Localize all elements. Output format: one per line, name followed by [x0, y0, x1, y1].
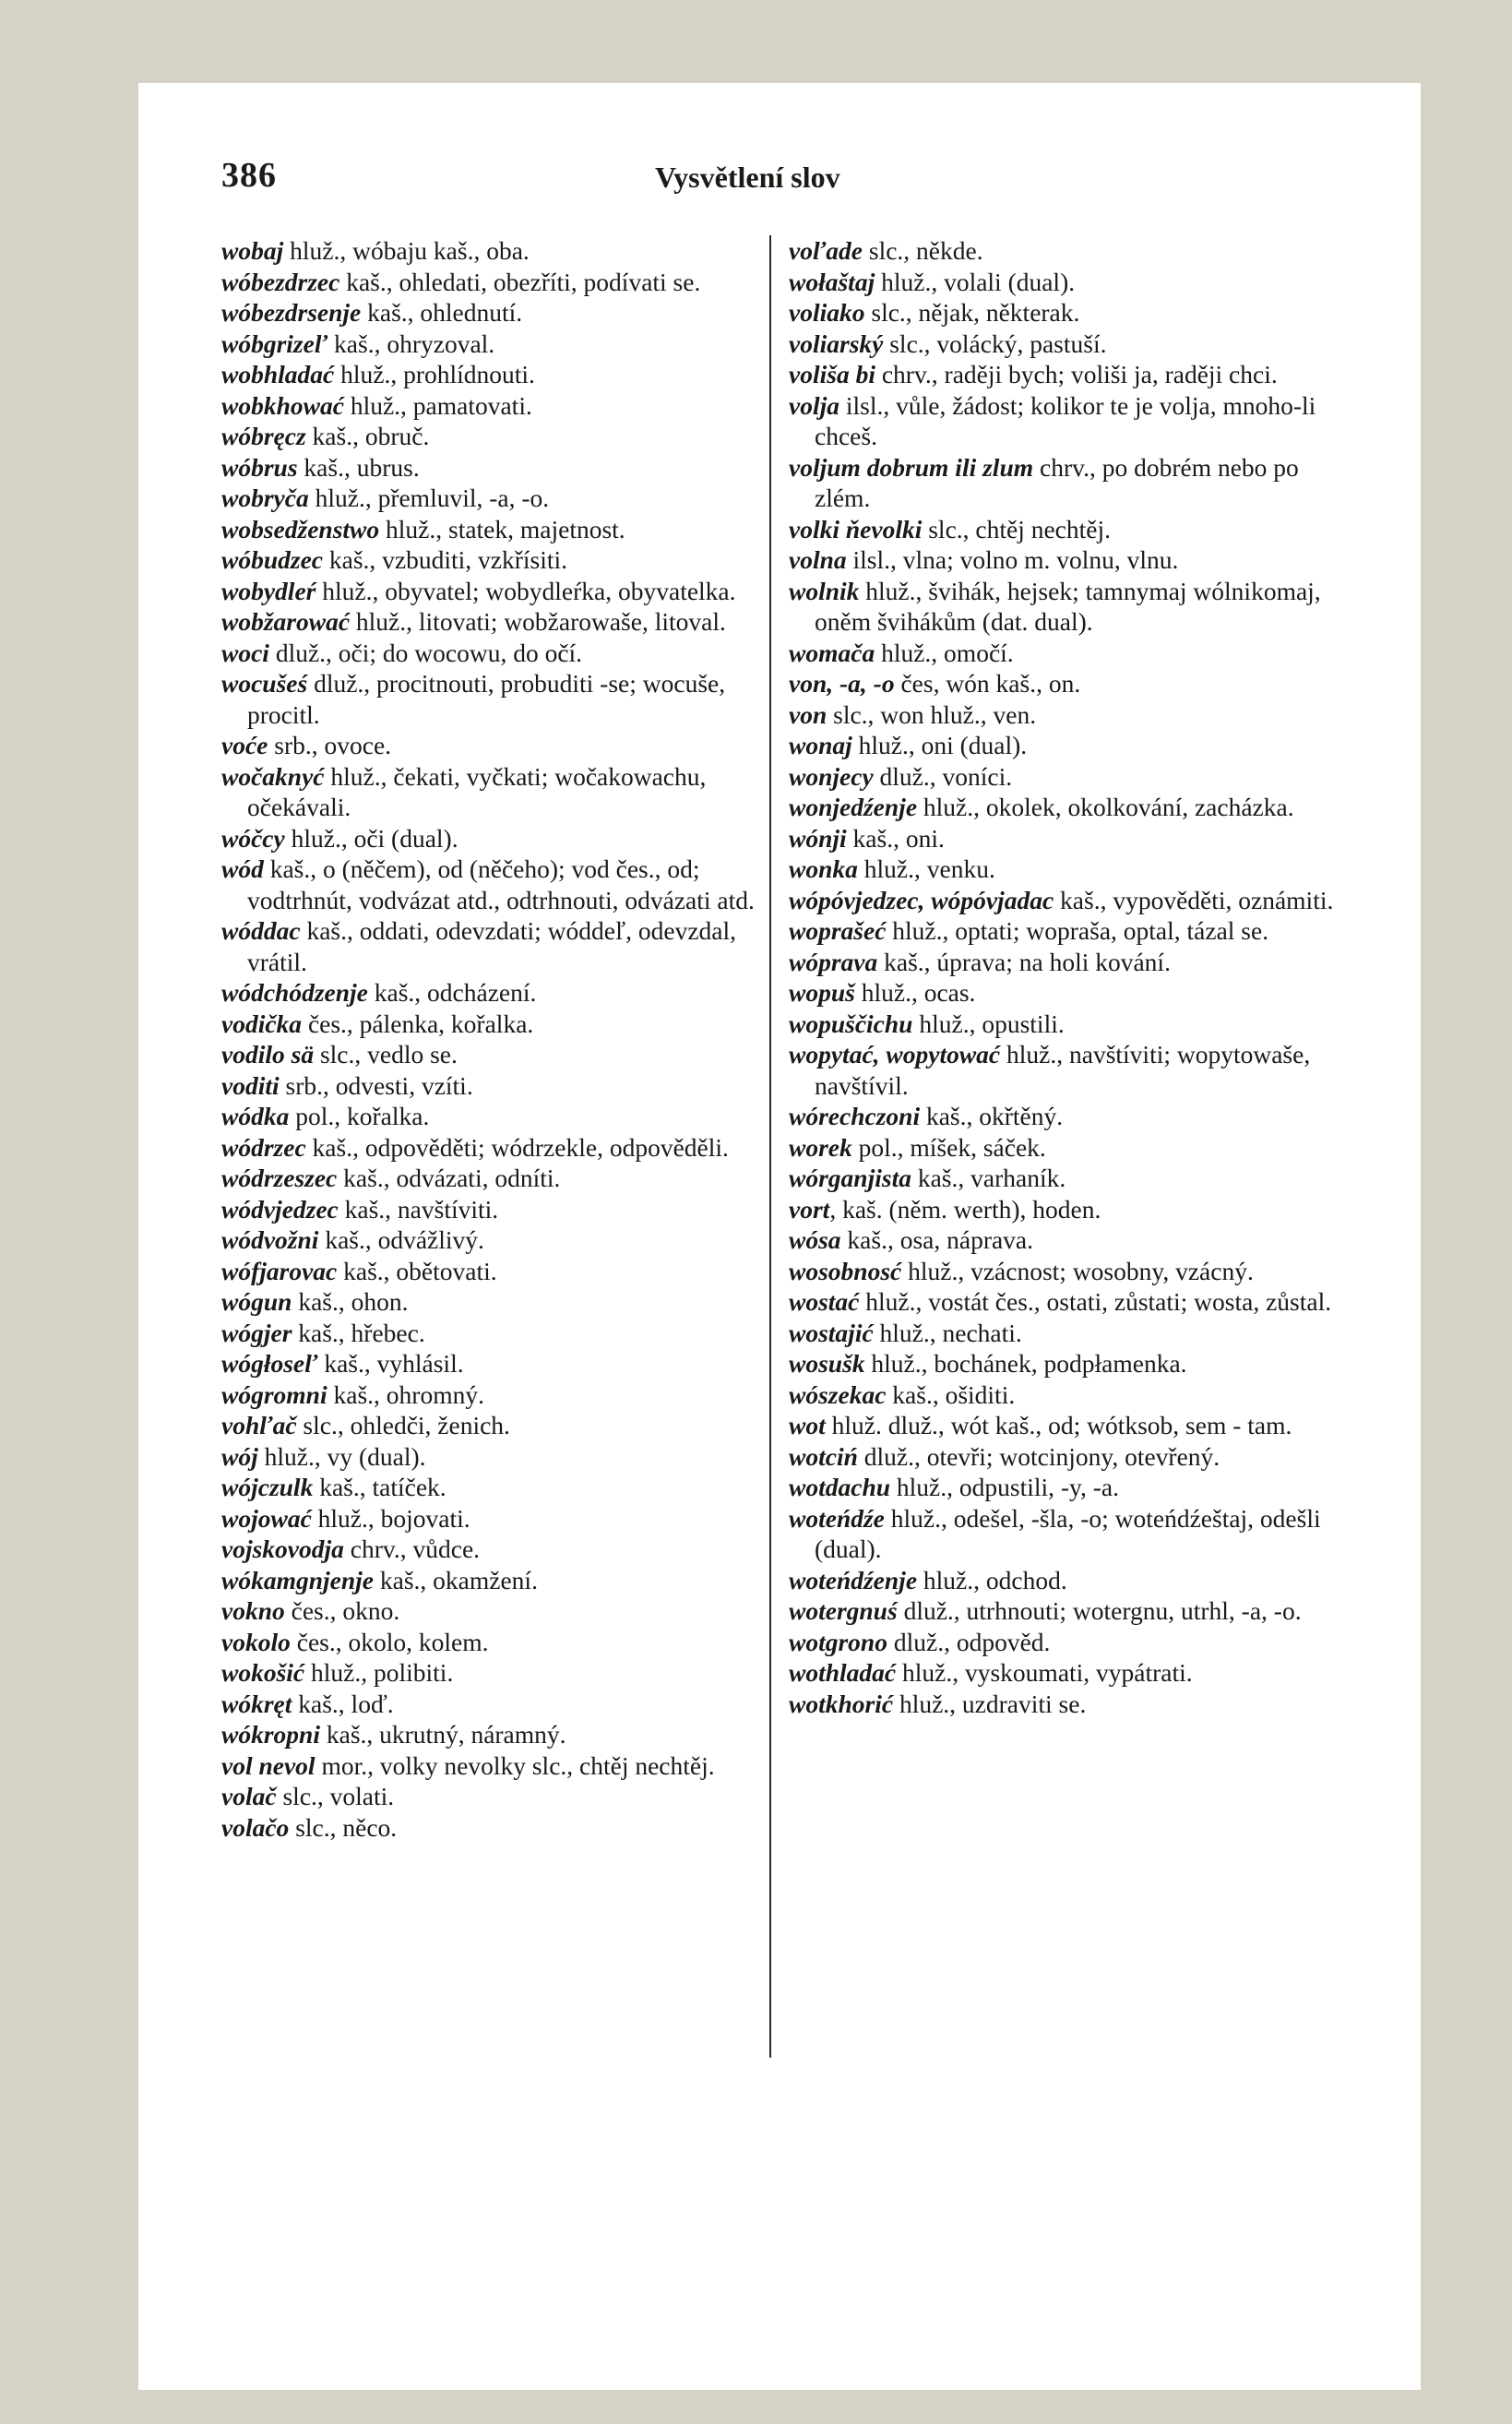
entry-headword: wobsedženstwo [221, 514, 380, 543]
glossary-entry [789, 699, 1347, 731]
glossary-entry [789, 977, 1347, 1009]
entry-definition: kaš., ošiditi. [886, 1379, 1016, 1409]
entry-headword: wostać [789, 1287, 860, 1316]
entry-headword: worek [789, 1132, 852, 1162]
glossary-entry [221, 1163, 780, 1194]
entry-definition: dluž., utrhnouti; wotergnu, utrhl, -a, -o. [897, 1596, 1302, 1625]
glossary-entry [221, 1503, 780, 1534]
glossary-entry [789, 885, 1347, 916]
entry-headword: volna [789, 545, 847, 574]
entry-headword: wókamgnjenje [221, 1565, 375, 1594]
entry-definition: kaš., odvázati, odníti. [337, 1164, 561, 1192]
entry-definition: ilsl., vlna; volno m. volnu, vlnu. [846, 545, 1179, 574]
running-title: Vysvětlení slov [655, 161, 840, 194]
entry-definition: , kaš. (něm. werth), hoden. [829, 1194, 1101, 1224]
glossary-entry [789, 947, 1347, 978]
entry-definition: ilsl., vůle, žádost; kolikor te je volja, mnoho-li chceš. [815, 390, 1316, 450]
entry-headword: voliarský [789, 328, 884, 358]
glossary-entry [789, 297, 1347, 328]
entry-definition: kaš., varhaník. [911, 1164, 1066, 1192]
glossary-entry [221, 297, 780, 328]
entry-headword: von [789, 699, 827, 729]
entry-headword: vojskovodja [221, 1534, 344, 1563]
glossary-entry [789, 1009, 1347, 1040]
entry-headword: wokošić [221, 1658, 305, 1687]
glossary-entry [789, 1194, 1347, 1225]
entry-headword: wóddac [221, 916, 301, 945]
glossary-entry [221, 328, 780, 360]
entry-headword: wotgrono [789, 1627, 887, 1656]
entry-definition: slc., chtěj nechtěj. [922, 514, 1111, 543]
entry-definition: kaš., odvážlivý. [318, 1225, 484, 1254]
glossary-entry [221, 1286, 780, 1318]
glossary-entry [221, 1194, 780, 1225]
glossary-entry [221, 1472, 780, 1503]
entry-headword: wójczulk [221, 1473, 314, 1501]
entry-definition: hluž., vostát čes., ostati, zůstati; wosta, zůstal. [859, 1287, 1332, 1316]
entry-definition: kaš., ukrutný, náramný. [319, 1720, 566, 1749]
glossary-entry [221, 1750, 780, 1782]
entry-definition: kaš., ohryzoval. [327, 328, 495, 358]
entry-headword: wókropni [221, 1720, 320, 1749]
entry-headword: wołaštaj [789, 267, 875, 296]
glossary-entry [789, 638, 1347, 669]
entry-definition: hluž., uzdraviti se. [893, 1689, 1087, 1718]
entry-definition: hluž., prohlídnouti. [334, 360, 535, 388]
glossary-entry [221, 1318, 780, 1349]
glossary-entry [789, 761, 1347, 793]
glossary-entry [221, 421, 780, 452]
entry-definition: hluž., wóbaju kaš., oba. [283, 236, 530, 265]
entry-definition: slc., volati. [276, 1782, 395, 1810]
entry-headword: voće [221, 731, 268, 759]
glossary-entry [221, 1781, 780, 1812]
glossary-entry [221, 854, 780, 915]
entry-headword: wonjecy [789, 761, 874, 791]
entry-definition: hluž., volali (dual). [875, 267, 1076, 296]
entry-headword: wot [789, 1411, 826, 1439]
glossary-entry [789, 854, 1347, 885]
column-divider [769, 235, 771, 2058]
entry-headword: wódvožni [221, 1225, 319, 1254]
entry-headword: woteńdźenje [789, 1565, 918, 1594]
entry-headword: wosobnosć [789, 1256, 902, 1285]
glossary-entry [221, 576, 780, 607]
glossary-entry [789, 452, 1347, 514]
entry-headword: wópóvjedzec, wópóvjadac [789, 885, 1054, 914]
entry-definition: hluž., pamatovati. [343, 390, 532, 420]
entry-headword: vol nevol [221, 1750, 315, 1780]
entry-definition: hluž., venku. [857, 854, 995, 883]
glossary-entry [789, 1657, 1347, 1689]
entry-headword: wóbrus [221, 452, 298, 482]
entry-headword: wocušeś [221, 669, 308, 698]
entry-headword: wothladać [789, 1658, 897, 1687]
entry-headword: volačo [221, 1812, 290, 1842]
glossary-entry [789, 1379, 1347, 1411]
glossary-entry [789, 1410, 1347, 1441]
glossary-entry [789, 668, 1347, 699]
entry-definition: slc., nějak, některak. [864, 298, 1080, 327]
glossary-entry [789, 1286, 1347, 1318]
entry-definition: kaš., vypověděti, oznámiti. [1054, 885, 1334, 914]
right-glossary-column [789, 235, 1347, 1719]
entry-headword: wojować [221, 1503, 312, 1533]
glossary-entry [789, 267, 1347, 298]
entry-definition: kaš., vyhlásil. [317, 1349, 464, 1378]
entry-definition: srb., ovoce. [268, 731, 392, 759]
entry-headword: voľade [789, 236, 863, 265]
entry-definition: slc., won hluž., ven. [827, 699, 1037, 729]
entry-definition: kaš., vzbuditi, vzkřísiti. [323, 545, 568, 574]
entry-headword: wógjer [221, 1318, 292, 1347]
glossary-entry [221, 823, 780, 854]
glossary-entry [221, 1812, 780, 1844]
entry-headword: wódka [221, 1102, 290, 1130]
glossary-entry [221, 544, 780, 576]
entry-headword: wostajić [789, 1318, 874, 1347]
entry-headword: woprašeć [789, 916, 887, 945]
entry-definition: pol., míšek, sáček. [851, 1132, 1046, 1162]
entry-definition: kaš., navštíviti. [338, 1194, 499, 1224]
entry-headword: wobhladać [221, 360, 335, 388]
entry-headword: wógun [221, 1287, 292, 1316]
entry-definition: hluž., optati; wopraša, optal, tázal se. [886, 916, 1269, 945]
entry-headword: wočaknyć [221, 761, 325, 791]
entry-definition: slc., někde. [863, 236, 983, 265]
entry-headword: voliša bi [789, 360, 875, 388]
glossary-entry [221, 1534, 780, 1565]
glossary-entry [789, 730, 1347, 761]
entry-definition: hluž., opustili. [912, 1009, 1065, 1038]
entry-headword: wobaj [221, 236, 284, 265]
entry-headword: wotciń [789, 1441, 858, 1471]
entry-definition: pol., kořalka. [289, 1102, 430, 1130]
entry-headword: wónji [789, 823, 847, 853]
entry-headword: wotergnuś [789, 1596, 898, 1625]
entry-definition: kaš., hřebec. [292, 1318, 425, 1347]
entry-headword: wórganjista [789, 1164, 911, 1192]
entry-definition: kaš., oni. [846, 823, 945, 853]
entry-definition: kaš., okřtěný. [920, 1102, 1064, 1130]
glossary-entry [789, 390, 1347, 452]
entry-definition: slc., vedlo se. [314, 1040, 458, 1069]
entry-headword: wógłoseľ [221, 1349, 318, 1378]
glossary-entry [221, 483, 780, 514]
entry-headword: wógromni [221, 1379, 327, 1409]
glossary-entry [789, 1348, 1347, 1379]
glossary-entry [789, 1101, 1347, 1132]
entry-definition: čes., okno. [284, 1596, 400, 1625]
entry-definition: hluž., vyskoumati, vypátrati. [896, 1658, 1193, 1687]
glossary-entry [221, 1101, 780, 1132]
entry-headword: wotdachu [789, 1473, 891, 1501]
entry-headword: von, -a, -o [789, 669, 895, 698]
glossary-entry [789, 1565, 1347, 1596]
entry-definition: chrv., raději bych; voliši ja, raději chci. [875, 360, 1278, 388]
entry-definition: hluž., přemluvil, -a, -o. [308, 484, 550, 512]
entry-definition: kaš., okamžení. [374, 1565, 538, 1594]
entry-headword: volki ňevolki [789, 514, 923, 543]
entry-definition: dluž., voníci. [873, 761, 1013, 791]
entry-definition: kaš., odcházení. [367, 978, 537, 1007]
entry-definition: dluž., procitnouti, probuditi -se; wocuše, procitl. [247, 669, 726, 729]
entry-definition: hluž., odchod. [917, 1565, 1067, 1594]
glossary-entry [789, 1503, 1347, 1565]
left-glossary-column [221, 235, 780, 1843]
glossary-entry [221, 1070, 780, 1102]
glossary-entry [221, 1595, 780, 1627]
entry-definition: kaš., loď. [292, 1689, 394, 1718]
glossary-entry [221, 730, 780, 761]
glossary-entry [789, 1472, 1347, 1503]
entry-definition: mor., volky nevolky slc., chtěj nechtěj. [315, 1750, 715, 1780]
entry-headword: vort [789, 1194, 830, 1224]
entry-headword: wórechczoni [789, 1102, 921, 1130]
entry-headword: wóbezdrsenje [221, 298, 362, 327]
entry-definition: kaš., úprava; na holi kování. [877, 947, 1171, 976]
entry-headword: wókręt [221, 1689, 292, 1718]
entry-headword: wosušk [789, 1349, 865, 1378]
glossary-entry [221, 390, 780, 422]
entry-definition: kaš., odpověděti; wódrzekle, odpověděli. [305, 1132, 729, 1162]
glossary-entry [221, 761, 780, 823]
glossary-entry [789, 1039, 1347, 1101]
entry-definition: hluž., bojovati. [311, 1503, 470, 1533]
glossary-entry [789, 1224, 1347, 1256]
glossary-entry [789, 328, 1347, 360]
glossary-entry [789, 1595, 1347, 1627]
glossary-entry [221, 1379, 780, 1411]
entry-headword: wóbgrizeľ [221, 328, 328, 358]
entry-definition: hluž., okolek, okolkování, zacházka. [917, 793, 1294, 821]
entry-definition: hluž., švihák, hejsek; tamnymaj wólnikomaj, oněm švihákům (dat. dual). [815, 576, 1321, 636]
entry-definition: slc., něco. [289, 1812, 398, 1842]
entry-headword: vodilo sä [221, 1040, 315, 1069]
glossary-entry [221, 267, 780, 298]
entry-definition: hluž. dluž., wót kaš., od; wótksob, sem - tam. [825, 1411, 1292, 1439]
entry-definition: kaš., o (něčem), od (něčeho); vod čes., od; vodtrhnút, vodvázat atd., odtrhnouti, odvázati atd. [247, 854, 755, 914]
entry-headword: woci [221, 638, 269, 667]
glossary-entry [789, 823, 1347, 854]
glossary-entry [221, 1657, 780, 1689]
entry-headword: wóčcy [221, 823, 285, 853]
entry-headword: vodička [221, 1009, 303, 1038]
entry-headword: wófjarovac [221, 1256, 338, 1285]
glossary-entry [789, 544, 1347, 576]
entry-headword: voliako [789, 298, 865, 327]
entry-headword: voditi [221, 1070, 280, 1100]
glossary-entry [789, 792, 1347, 823]
glossary-entry [789, 514, 1347, 545]
entry-definition: kaš., tatíček. [313, 1473, 446, 1501]
entry-headword: wód [221, 854, 264, 883]
entry-headword: wobžarować [221, 607, 351, 636]
glossary-entry [221, 1410, 780, 1441]
entry-headword: wobryča [221, 484, 309, 512]
entry-headword: wobydleŕ [221, 576, 316, 605]
entry-headword: vohľač [221, 1411, 297, 1439]
entry-headword: wódrzeszec [221, 1164, 338, 1192]
entry-definition: hluž., omočí. [875, 638, 1014, 667]
glossary-entry [221, 915, 780, 977]
glossary-entry [221, 1039, 780, 1070]
entry-definition: kaš., obruč. [305, 422, 430, 450]
entry-headword: wój [221, 1441, 258, 1471]
glossary-entry [789, 915, 1347, 947]
entry-headword: wopytać, wopytować [789, 1040, 1001, 1069]
entry-definition: čes., pálenka, kořalka. [302, 1009, 534, 1038]
entry-headword: wonjedźenje [789, 793, 918, 821]
entry-definition: kaš., ohledati, obezříti, podívati se. [339, 267, 701, 296]
entry-headword: volač [221, 1782, 277, 1810]
glossary-entry [221, 1441, 780, 1473]
glossary-entry [221, 1689, 780, 1720]
entry-definition: kaš., ohromný. [327, 1379, 484, 1409]
entry-headword: wopuščichu [789, 1009, 913, 1038]
glossary-entry [789, 1163, 1347, 1194]
page-number: 386 [221, 156, 277, 195]
glossary-entry [221, 1256, 780, 1287]
entry-definition: hluž., oči (dual). [284, 823, 458, 853]
entry-definition: dluž., odpověd. [887, 1627, 1051, 1656]
entry-definition: čes, wón kaš., on. [894, 669, 1081, 698]
entry-definition: kaš., ohon. [292, 1287, 409, 1316]
entry-headword: vokolo [221, 1627, 291, 1656]
glossary-entry [221, 606, 780, 638]
entry-headword: wobkhować [221, 390, 344, 420]
glossary-entry [789, 359, 1347, 390]
glossary-entry [789, 1132, 1347, 1164]
entry-definition: dluž., oči; do wocowu, do očí. [268, 638, 583, 667]
glossary-entry [221, 1348, 780, 1379]
entry-headword: wóprava [789, 947, 878, 976]
entry-definition: chrv., vůdce. [343, 1534, 481, 1563]
glossary-entry [789, 235, 1347, 267]
glossary-entry [221, 1224, 780, 1256]
entry-headword: voljum dobrum ili zlum [789, 452, 1034, 482]
entry-definition: kaš., oddati, odevzdati; wóddeľ, odevzdal, vrátil. [247, 916, 736, 976]
entry-headword: wóbręcz [221, 422, 306, 450]
glossary-entry [789, 576, 1347, 638]
entry-definition: slc., volácký, pastuší. [883, 328, 1107, 358]
entry-definition: čes., okolo, kolem. [290, 1627, 489, 1656]
glossary-entry [221, 1627, 780, 1658]
glossary-entry [221, 1719, 780, 1750]
entry-headword: wolnik [789, 576, 860, 605]
entry-headword: wopuš [789, 978, 855, 1007]
entry-definition: kaš., ohlednutí. [361, 298, 523, 327]
entry-definition: hluž., litovati; wobžarowaše, litoval. [350, 607, 726, 636]
entry-definition: dluž., otevři; wotcinjony, otevřený. [857, 1441, 1220, 1471]
entry-headword: wószekac [789, 1379, 887, 1409]
glossary-entry [221, 1132, 780, 1164]
entry-headword: volja [789, 390, 839, 420]
entry-definition: chrv., po dobrém nebo po zlém. [815, 452, 1299, 512]
entry-headword: wotkhorić [789, 1689, 894, 1718]
glossary-entry [789, 1256, 1347, 1287]
entry-definition: hluž., vzácnost; wosobny, vzácný. [901, 1256, 1254, 1285]
glossary-entry [221, 638, 780, 669]
entry-definition: hluž., nechati. [873, 1318, 1022, 1347]
glossary-entry [789, 1441, 1347, 1473]
entry-definition: hluž., statek, majetnost. [379, 514, 625, 543]
entry-definition: kaš., obětovati. [337, 1256, 497, 1285]
entry-headword: wóbezdrzec [221, 267, 340, 296]
glossary-entry [221, 977, 780, 1009]
entry-definition: hluž., odpustili, -y, -a. [890, 1473, 1120, 1501]
glossary-entry [221, 452, 780, 484]
glossary-entry [789, 1318, 1347, 1349]
glossary-entry [789, 1627, 1347, 1658]
glossary-entry [221, 514, 780, 545]
entry-headword: woteńdźe [789, 1503, 885, 1533]
glossary-entry [221, 359, 780, 390]
entry-definition: hluž., ocas. [854, 978, 976, 1007]
glossary-entry [221, 1009, 780, 1040]
entry-headword: wódvjedzec [221, 1194, 339, 1224]
entry-definition: hluž., čekati, vyčkati; wočakowachu, očekávali. [247, 761, 707, 821]
entry-definition: hluž., oni (dual). [851, 731, 1028, 759]
glossary-entry [789, 1689, 1347, 1720]
entry-definition: kaš., osa, náprava. [840, 1225, 1034, 1254]
entry-headword: wódchódzenje [221, 978, 368, 1007]
entry-definition: hluž., obyvatel; wobydleŕka, obyvatelka. [315, 576, 736, 605]
glossary-entry [221, 668, 780, 730]
entry-definition: hluž., vy (dual). [257, 1441, 426, 1471]
entry-headword: wonaj [789, 731, 852, 759]
entry-definition: hluž., bochánek, podpłamenka. [864, 1349, 1187, 1378]
entry-headword: womača [789, 638, 875, 667]
entry-headword: wósa [789, 1225, 841, 1254]
glossary-entry [221, 1565, 780, 1596]
entry-definition: kaš., ubrus. [297, 452, 420, 482]
entry-headword: wódrzec [221, 1132, 306, 1162]
entry-definition: hluž., polibiti. [304, 1658, 454, 1687]
entry-definition: hluž., odešel, -šla, -o; woteńdźeštaj, odešli (dual). [815, 1503, 1321, 1563]
entry-definition: hluž., navštíviti; wopytowaše, navštívil. [815, 1040, 1311, 1100]
entry-headword: wonka [789, 854, 858, 883]
entry-definition: srb., odvesti, vzíti. [279, 1070, 473, 1100]
entry-headword: wóbudzec [221, 545, 323, 574]
entry-definition: slc., ohledči, ženich. [296, 1411, 510, 1439]
entry-headword: vokno [221, 1596, 285, 1625]
running-header [221, 155, 1328, 201]
glossary-entry [221, 235, 780, 267]
